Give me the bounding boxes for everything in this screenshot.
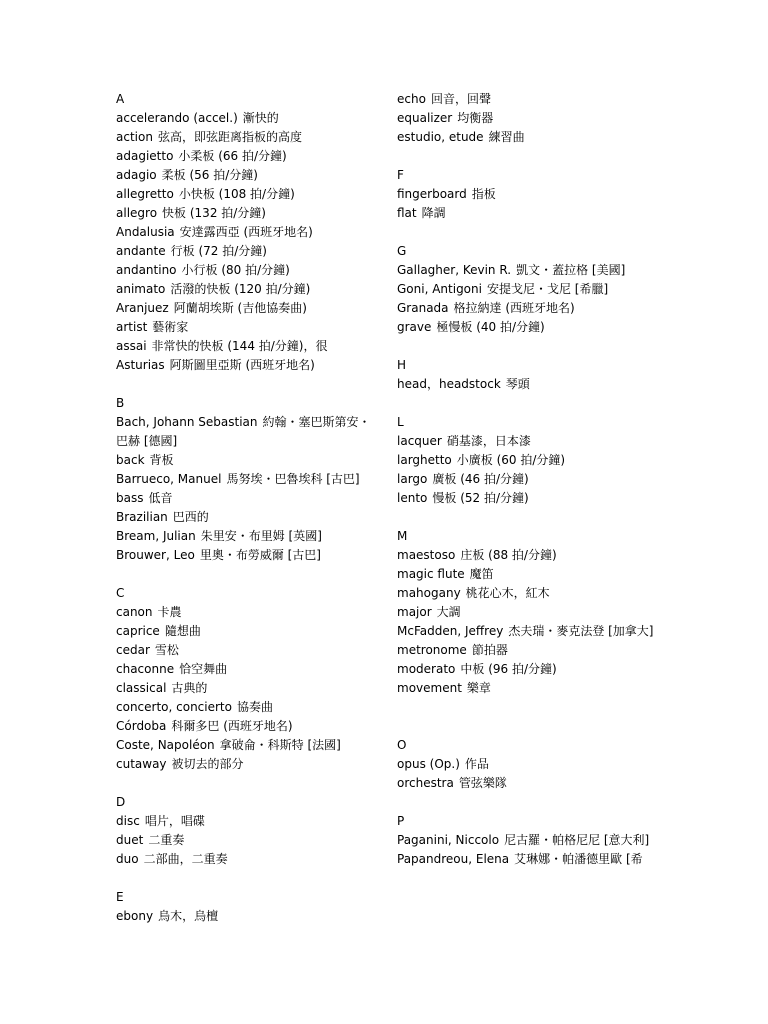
entry-term: head，headstock	[397, 377, 501, 391]
section-letter: L	[397, 415, 404, 429]
entry-definition: 背板	[149, 453, 174, 467]
entry-term: ebony	[116, 909, 154, 923]
entry-definition: 節拍器	[471, 643, 508, 657]
glossary-entry	[397, 375, 657, 394]
glossary-entry	[397, 546, 657, 565]
entry-definition: 卡農	[157, 605, 182, 619]
letter-section	[397, 90, 657, 147]
entry-definition: 非常快的快板 (144 拍/分鐘)，很	[151, 339, 328, 353]
section-spacer	[397, 223, 657, 242]
glossary-entry	[397, 280, 657, 299]
entry-term: andante	[116, 244, 166, 258]
entry-term: canon	[116, 605, 153, 619]
glossary-entry	[397, 489, 657, 508]
entry-term: Barrueco, Manuel	[116, 472, 222, 486]
left-column	[116, 90, 374, 926]
entry-term: Andalusia	[116, 225, 175, 239]
entry-term: animato	[116, 282, 166, 296]
glossary-entry	[116, 280, 374, 299]
entry-term: disc	[116, 814, 140, 828]
entry-definition: 杰夫瑞・麥克法登 [加拿大]	[508, 624, 654, 638]
entry-definition: 恰空舞曲	[179, 662, 228, 676]
section-letter: H	[397, 358, 407, 372]
section-letter: O	[397, 738, 407, 752]
letter-section	[116, 90, 374, 375]
glossary-entry	[116, 527, 374, 546]
entry-term: movement	[397, 681, 462, 695]
glossary-entry	[116, 337, 374, 356]
glossary-entry	[116, 356, 374, 375]
section-spacer	[397, 508, 657, 527]
entry-term: major	[397, 605, 432, 619]
glossary-entry	[116, 812, 374, 831]
letter-section	[397, 736, 657, 793]
letter-section	[116, 793, 374, 869]
section-spacer	[397, 394, 657, 413]
entry-definition: 練習曲	[488, 130, 525, 144]
glossary-entry	[397, 470, 657, 489]
entry-term: Córdoba	[116, 719, 167, 733]
entry-term: estudio, etude	[397, 130, 484, 144]
glossary-entry	[397, 660, 657, 679]
glossary-entry	[397, 109, 657, 128]
entry-term: maestoso	[397, 548, 456, 562]
entry-term: Asturias	[116, 358, 165, 372]
entry-term: lacquer	[397, 434, 442, 448]
section-letter: E	[116, 890, 124, 904]
section-spacer	[116, 869, 374, 888]
entry-term: lento	[397, 491, 428, 505]
entry-term: allegretto	[116, 187, 174, 201]
entry-term: larghetto	[397, 453, 452, 467]
entry-definition: 樂章	[466, 681, 491, 695]
section-spacer	[116, 565, 374, 584]
letter-section	[397, 527, 657, 698]
entry-term: Bach, Johann Sebastian	[116, 415, 258, 429]
glossary-entry	[116, 641, 374, 660]
glossary-entry	[116, 185, 374, 204]
glossary-entry	[397, 641, 657, 660]
entry-term: equalizer	[397, 111, 453, 125]
glossary-entry	[116, 451, 374, 470]
entry-definition: 回音，回聲	[430, 92, 491, 106]
entry-definition: 活潑的快板 (120 拍/分鐘)	[170, 282, 311, 296]
letter-section	[397, 413, 657, 508]
entry-definition: 小快板 (108 拍/分鐘)	[178, 187, 295, 201]
entry-term: duo	[116, 852, 139, 866]
entry-definition: 唱片，唱碟	[144, 814, 205, 828]
letter-section	[397, 356, 657, 394]
glossary-entry	[397, 318, 657, 337]
section-spacer	[116, 375, 374, 394]
section-letter: D	[116, 795, 126, 809]
entry-term: adagio	[116, 168, 157, 182]
entry-definition: 廣板 (46 拍/分鐘)	[432, 472, 529, 486]
entry-term: bass	[116, 491, 144, 505]
section-letter: P	[397, 814, 405, 828]
entry-definition: 管弦樂隊	[458, 776, 507, 790]
entry-term: classical	[116, 681, 167, 695]
entry-definition: 巴西的	[172, 510, 209, 524]
entry-definition: 快板 (132 拍/分鐘)	[162, 206, 266, 220]
glossary-entry	[116, 128, 374, 147]
glossary-entry	[116, 660, 374, 679]
glossary-entry	[116, 907, 374, 926]
section-letter: B	[116, 396, 125, 410]
entry-term: artist	[116, 320, 148, 334]
entry-definition: 馬努埃・巴魯埃科 [古巴]	[226, 472, 360, 486]
entry-term: assai	[116, 339, 147, 353]
entry-definition: 庄板 (88 拍/分鐘)	[460, 548, 557, 562]
entry-term: magic flute	[397, 567, 465, 581]
glossary-entry	[116, 204, 374, 223]
entry-term: opus (Op.)	[397, 757, 460, 771]
section-letter: G	[397, 244, 407, 258]
entry-definition: 里奧・布勞威爾 [古巴]	[199, 548, 321, 562]
entry-definition: 凱文・蓋拉格 [美國]	[516, 263, 626, 277]
section-spacer	[397, 793, 657, 812]
section-spacer	[116, 774, 374, 793]
glossary-entry	[116, 318, 374, 337]
entry-definition: 烏木，烏檀	[158, 909, 219, 923]
glossary-entry	[116, 546, 374, 565]
glossary-entry	[397, 261, 657, 280]
entry-term: back	[116, 453, 145, 467]
entry-definition: 硝基漆，日本漆	[446, 434, 531, 448]
letter-section	[116, 394, 374, 565]
glossary-entry	[116, 603, 374, 622]
glossary-entry	[397, 299, 657, 318]
entry-definition: 弦高，即弦距离指板的高度	[157, 130, 302, 144]
section-letter: C	[116, 586, 125, 600]
entry-definition: 拿破侖・科斯特 [法國]	[219, 738, 341, 752]
entry-term: metronome	[397, 643, 467, 657]
right-column	[397, 90, 657, 869]
glossary-entry	[397, 565, 657, 584]
glossary-entry	[397, 128, 657, 147]
entry-term: Coste, Napoléon	[116, 738, 215, 752]
entry-definition: 漸快的	[242, 111, 279, 125]
glossary-entry	[397, 774, 657, 793]
section-letter: F	[397, 168, 404, 182]
entry-term: cedar	[116, 643, 150, 657]
entry-definition: 安提戈尼・戈尼 [希臘]	[486, 282, 609, 296]
letter-section	[116, 584, 374, 774]
entry-definition: 小行板 (80 拍/分鐘)	[181, 263, 290, 277]
glossary-entry	[397, 584, 657, 603]
glossary-entry	[116, 147, 374, 166]
entry-term: Aranjuez	[116, 301, 169, 315]
glossary-entry	[116, 223, 374, 242]
entry-definition: 降調	[421, 206, 446, 220]
glossary-entry	[116, 755, 374, 774]
section-spacer	[397, 337, 657, 356]
entry-term: Bream, Julian	[116, 529, 196, 543]
entry-term: caprice	[116, 624, 160, 638]
entry-definition: 柔板 (56 拍/分鐘)	[161, 168, 258, 182]
glossary-entry	[397, 679, 657, 698]
entry-definition: 桃花心木，紅木	[465, 586, 550, 600]
glossary-entry	[397, 185, 657, 204]
entry-term: flat	[397, 206, 417, 220]
section-spacer	[397, 698, 657, 717]
entry-definition: 中板 (96 拍/分鐘)	[460, 662, 557, 676]
entry-definition: 琴頭	[505, 377, 530, 391]
glossary-entry	[116, 622, 374, 641]
glossary-entry	[116, 508, 374, 527]
section-spacer	[397, 717, 657, 736]
glossary-entry	[397, 755, 657, 774]
entry-definition: 格拉納達 (西班牙地名)	[453, 301, 575, 315]
entry-term: mahogany	[397, 586, 461, 600]
glossary-entry	[116, 261, 374, 280]
glossary-entry	[397, 622, 657, 641]
entry-definition: 均衡器	[457, 111, 494, 125]
glossary-entry	[116, 413, 374, 451]
entry-term: cutaway	[116, 757, 167, 771]
section-letter: A	[116, 92, 125, 106]
entry-definition: 小廣板 (60 拍/分鐘)	[456, 453, 566, 467]
entry-definition: 慢板 (52 拍/分鐘)	[432, 491, 529, 505]
entry-term: largo	[397, 472, 428, 486]
entry-term: grave	[397, 320, 432, 334]
entry-term: Papandreou, Elena	[397, 852, 510, 866]
entry-term: action	[116, 130, 153, 144]
glossary-entry	[397, 90, 657, 109]
glossary-entry	[116, 850, 374, 869]
entry-definition: 尼古羅・帕格尼尼 [意大利]	[504, 833, 650, 847]
glossary-entry	[116, 166, 374, 185]
entry-definition: 朱里安・布里姆 [英國]	[200, 529, 322, 543]
entry-definition: 安達露西亞 (西班牙地名)	[179, 225, 313, 239]
letter-section	[397, 812, 657, 869]
glossary-entry	[116, 489, 374, 508]
entry-definition: 低音	[148, 491, 173, 505]
entry-term: Paganini, Niccolo	[397, 833, 500, 847]
letter-section	[116, 888, 374, 926]
entry-term: Brouwer, Leo	[116, 548, 195, 562]
section-spacer	[397, 147, 657, 166]
entry-definition: 二重奏	[148, 833, 185, 847]
entry-definition: 大調	[436, 605, 461, 619]
entry-definition: 指板	[471, 187, 496, 201]
entry-definition: 約翰・塞巴斯第安・巴赫 [德國]	[116, 415, 371, 448]
glossary-entry	[116, 299, 374, 318]
entry-term: Granada	[397, 301, 449, 315]
entry-term: chaconne	[116, 662, 175, 676]
section-letter: M	[397, 529, 408, 543]
entry-definition: 小柔板 (66 拍/分鐘)	[178, 149, 287, 163]
entry-term: accelerando (accel.)	[116, 111, 238, 125]
glossary-entry	[116, 109, 374, 128]
letter-section	[397, 166, 657, 223]
entry-term: Gallagher, Kevin R.	[397, 263, 512, 277]
entry-definition: 隨想曲	[164, 624, 201, 638]
glossary-entry	[397, 204, 657, 223]
glossary-entry	[397, 451, 657, 470]
entry-term: concerto, concierto	[116, 700, 232, 714]
glossary-entry	[116, 717, 374, 736]
entry-term: moderato	[397, 662, 456, 676]
entry-definition: 雪松	[154, 643, 179, 657]
entry-term: Brazilian	[116, 510, 168, 524]
entry-term: Goni, Antigoni	[397, 282, 482, 296]
entry-term: orchestra	[397, 776, 454, 790]
entry-definition: 魔笛	[469, 567, 494, 581]
entry-definition: 科爾多巴 (西班牙地名)	[171, 719, 293, 733]
entry-definition: 二部曲，二重奏	[143, 852, 228, 866]
entry-term: McFadden, Jeffrey	[397, 624, 504, 638]
entry-definition: 行板 (72 拍/分鐘)	[170, 244, 267, 258]
glossary-entry	[116, 679, 374, 698]
glossary-entry	[116, 831, 374, 850]
glossary-entry	[397, 850, 657, 869]
entry-definition: 阿斯圖里亞斯 (西班牙地名)	[169, 358, 315, 372]
entry-term: andantino	[116, 263, 177, 277]
letter-section	[397, 242, 657, 337]
entry-definition: 被切去的部分	[171, 757, 244, 771]
entry-definition: 藝術家	[152, 320, 189, 334]
entry-term: adagietto	[116, 149, 174, 163]
entry-term: duet	[116, 833, 144, 847]
glossary-entry	[397, 831, 657, 850]
entry-definition: 協奏曲	[236, 700, 273, 714]
glossary-entry	[116, 242, 374, 261]
glossary-entry	[116, 736, 374, 755]
entry-definition: 極慢板 (40 拍/分鐘)	[436, 320, 545, 334]
glossary-entry	[397, 603, 657, 622]
glossary-entry	[397, 432, 657, 451]
entry-term: fingerboard	[397, 187, 467, 201]
entry-definition: 古典的	[171, 681, 208, 695]
glossary-entry	[116, 698, 374, 717]
entry-definition: 艾琳娜・帕潘德里歐 [希	[514, 852, 643, 866]
entry-term: allegro	[116, 206, 158, 220]
entry-definition: 阿蘭胡埃斯 (吉他協奏曲)	[173, 301, 307, 315]
glossary-entry	[116, 470, 374, 489]
entry-term: echo	[397, 92, 426, 106]
entry-definition: 作品	[464, 757, 489, 771]
